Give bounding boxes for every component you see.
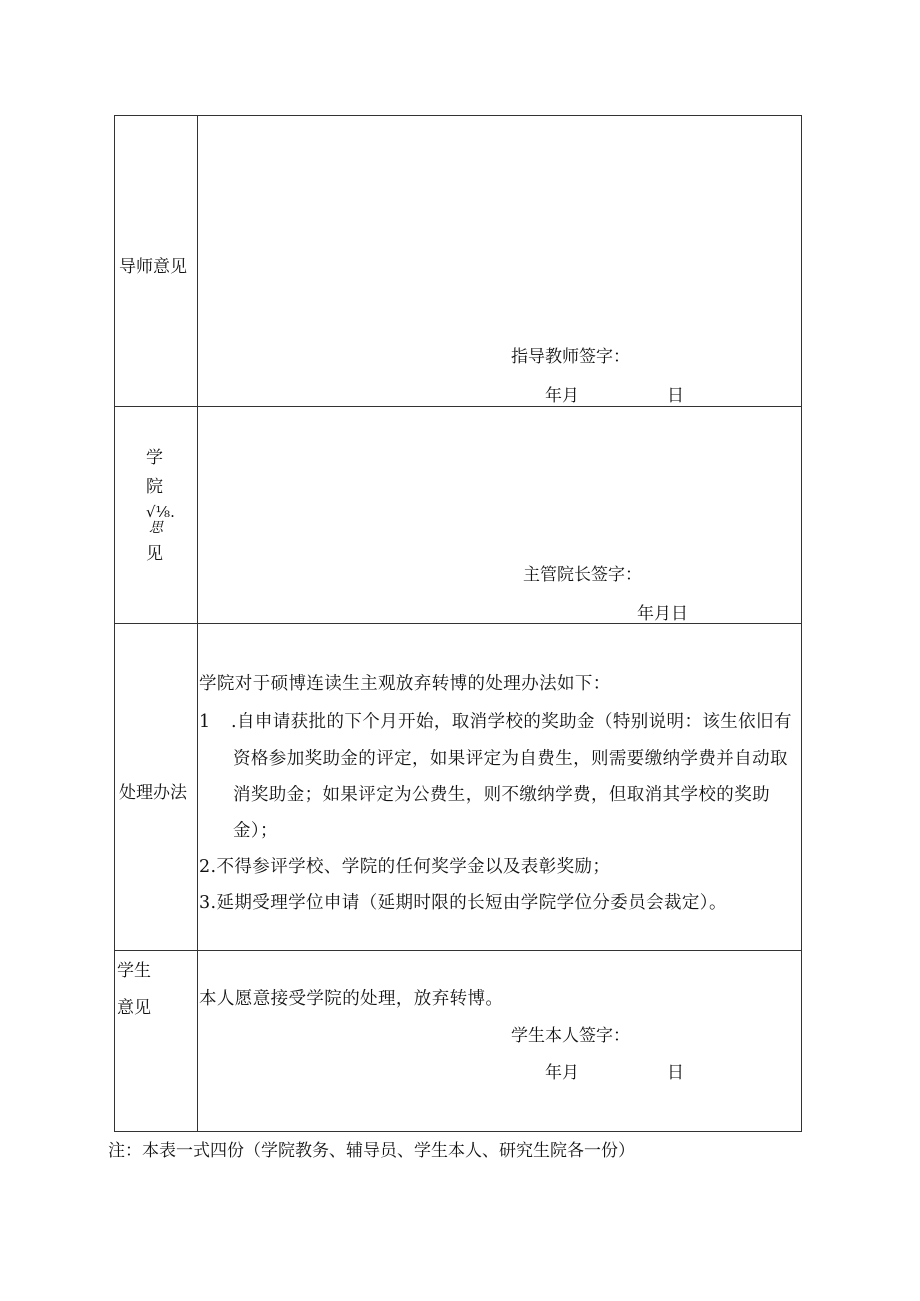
handling-item1-line3: 消奖助金；如果评定为公费生，则不缴纳学费，但取消其学校的奖助 (233, 785, 770, 805)
handling-item1-line1: .自申请获批的下个月开始，取消学校的奖助金（特别说明：该生依旧有 (231, 712, 792, 732)
college-label-char-3: √⅛. (146, 503, 175, 521)
student-signature-label: 学生本人签字： (511, 1026, 630, 1046)
handling-intro: 学院对于硕博连读生主观放弃转博的处理办法如下： (199, 674, 611, 694)
handling-item2: 2.不得参评学校、学院的任何奖学金以及表彰奖励； (199, 857, 611, 877)
advisor-signature-label: 指导教师签字： (511, 347, 630, 367)
opinion-form-table (114, 115, 802, 1132)
student-opinion-label-line2: 意见 (117, 998, 151, 1018)
advisor-opinion-label: 导师意见 (119, 257, 187, 277)
handling-item1-line4: 金）； (233, 821, 278, 841)
advisor-date-month: 年月 (545, 386, 579, 406)
handling-method-label: 处理办法 (119, 783, 187, 803)
row-divider-advisor (115, 406, 801, 407)
college-label-char-2: 院 (146, 477, 163, 497)
college-signature-label: 主管院长签字： (523, 565, 642, 585)
handling-item1-number: 1 (199, 712, 211, 732)
footnote: 注：本表一式四份（学院教务、辅导员、学生本人、研究生院各一份） (108, 1141, 635, 1161)
student-statement: 本人愿意接受学院的处理，放弃转博。 (199, 989, 504, 1009)
row-divider-handling (115, 950, 801, 951)
advisor-date-day: 日 (667, 386, 684, 406)
row-divider-college (115, 623, 801, 624)
student-date-day: 日 (667, 1063, 684, 1083)
college-label-char-4: 思 (149, 520, 163, 536)
student-date-month: 年月 (545, 1063, 579, 1083)
handling-item1-line2: 资格参加奖助金的评定，如果评定为自费生，则需要缴纳学费并自动取 (233, 749, 788, 769)
college-label-char-1: 学 (146, 448, 163, 468)
student-opinion-label-line1: 学生 (117, 961, 151, 981)
college-date: 年月日 (637, 604, 688, 624)
college-label-char-5: 见 (146, 544, 163, 564)
handling-item3: 3.延期受理学位申请（延期时限的长短由学院学位分委员会裁定）。 (199, 893, 727, 913)
